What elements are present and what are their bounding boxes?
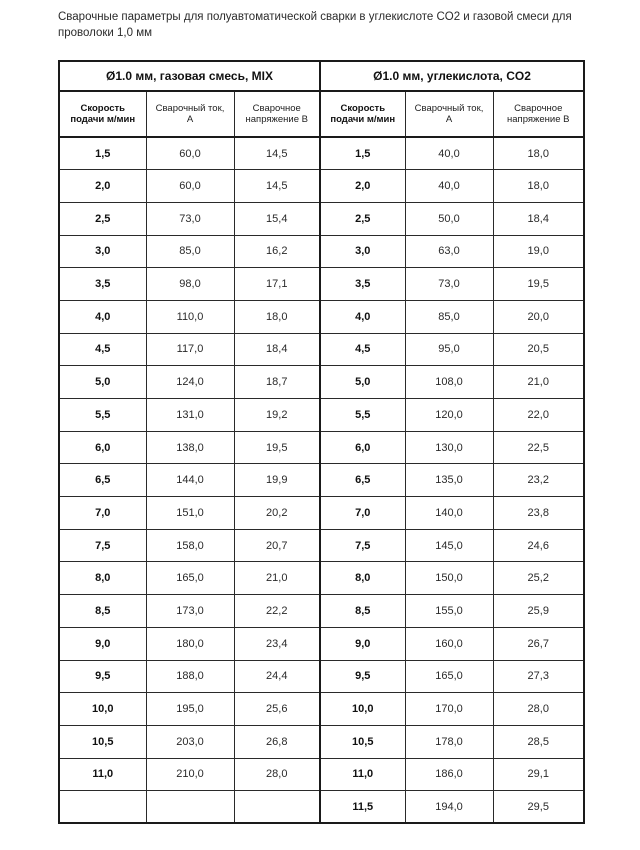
cell-current: 155,0 <box>405 595 493 628</box>
cell-speed: 11,5 <box>320 791 405 824</box>
cell-voltage: 18,0 <box>493 170 584 203</box>
table-row <box>59 693 584 726</box>
cell-voltage: 28,5 <box>493 725 584 758</box>
cell-current: 151,0 <box>146 497 234 530</box>
group-header-co2: Ø1.0 мм, углекислота, CO2 <box>320 61 584 91</box>
cell-voltage: 25,9 <box>493 595 584 628</box>
cell-current: 98,0 <box>146 268 234 301</box>
cell-current <box>146 791 234 824</box>
cell-voltage: 26,7 <box>493 627 584 660</box>
cell-current: 188,0 <box>146 660 234 693</box>
cell-current: 145,0 <box>405 529 493 562</box>
cell-speed: 11,0 <box>320 758 405 791</box>
cell-current: 50,0 <box>405 202 493 235</box>
cell-speed: 9,0 <box>59 627 146 660</box>
table-row <box>59 464 584 497</box>
cell-speed: 4,0 <box>320 300 405 333</box>
cell-speed: 8,0 <box>59 562 146 595</box>
column-header-voltage-co2: Сварочное напряжение В <box>493 91 584 137</box>
cell-current: 194,0 <box>405 791 493 824</box>
table-row <box>59 431 584 464</box>
cell-speed: 8,5 <box>320 595 405 628</box>
cell-voltage: 18,0 <box>234 300 320 333</box>
table-row <box>59 300 584 333</box>
cell-voltage: 15,4 <box>234 202 320 235</box>
cell-current: 63,0 <box>405 235 493 268</box>
cell-voltage: 19,0 <box>493 235 584 268</box>
cell-current: 210,0 <box>146 758 234 791</box>
cell-current: 180,0 <box>146 627 234 660</box>
cell-voltage: 29,5 <box>493 791 584 824</box>
cell-voltage: 14,5 <box>234 170 320 203</box>
cell-current: 120,0 <box>405 399 493 432</box>
cell-speed: 1,5 <box>320 137 405 170</box>
table-row <box>59 333 584 366</box>
cell-current: 95,0 <box>405 333 493 366</box>
cell-voltage: 22,2 <box>234 595 320 628</box>
cell-speed: 2,5 <box>320 202 405 235</box>
cell-current: 170,0 <box>405 693 493 726</box>
column-header-current-mix: Сварочный ток, А <box>146 91 234 137</box>
table-row <box>59 268 584 301</box>
column-header-row <box>59 91 584 137</box>
cell-voltage: 20,0 <box>493 300 584 333</box>
cell-speed: 2,0 <box>59 170 146 203</box>
cell-speed: 1,5 <box>59 137 146 170</box>
cell-speed: 4,0 <box>59 300 146 333</box>
cell-current: 40,0 <box>405 137 493 170</box>
page-title: Сварочные параметры для полуавтоматической сварки в углекислоте CO2 и газовой смеси для проволоки 1,0 мм <box>58 11 572 40</box>
cell-current: 165,0 <box>405 660 493 693</box>
cell-speed: 11,0 <box>59 758 146 791</box>
cell-current: 144,0 <box>146 464 234 497</box>
cell-speed: 6,0 <box>320 431 405 464</box>
cell-speed: 3,0 <box>320 235 405 268</box>
cell-speed: 9,0 <box>320 627 405 660</box>
cell-voltage: 28,0 <box>493 693 584 726</box>
cell-current: 178,0 <box>405 725 493 758</box>
cell-speed: 10,0 <box>59 693 146 726</box>
cell-current: 73,0 <box>405 268 493 301</box>
cell-current: 135,0 <box>405 464 493 497</box>
cell-current: 108,0 <box>405 366 493 399</box>
cell-voltage: 24,4 <box>234 660 320 693</box>
cell-voltage: 25,2 <box>493 562 584 595</box>
cell-voltage: 26,8 <box>234 725 320 758</box>
column-header-speed-co2: Скорость подачи м/мин <box>320 91 405 137</box>
cell-current: 203,0 <box>146 725 234 758</box>
cell-speed: 2,5 <box>59 202 146 235</box>
cell-speed: 6,5 <box>59 464 146 497</box>
cell-speed: 10,5 <box>320 725 405 758</box>
cell-speed: 4,5 <box>320 333 405 366</box>
cell-current: 110,0 <box>146 300 234 333</box>
table-row <box>59 660 584 693</box>
cell-speed: 8,5 <box>59 595 146 628</box>
cell-voltage: 17,1 <box>234 268 320 301</box>
cell-current: 85,0 <box>146 235 234 268</box>
column-header-speed-mix: Скорость подачи м/мин <box>59 91 146 137</box>
cell-voltage: 14,5 <box>234 137 320 170</box>
cell-current: 40,0 <box>405 170 493 203</box>
cell-voltage: 25,6 <box>234 693 320 726</box>
cell-voltage: 18,7 <box>234 366 320 399</box>
cell-voltage: 21,0 <box>493 366 584 399</box>
table-header <box>59 61 584 137</box>
cell-current: 173,0 <box>146 595 234 628</box>
cell-current: 117,0 <box>146 333 234 366</box>
cell-speed: 2,0 <box>320 170 405 203</box>
cell-current: 85,0 <box>405 300 493 333</box>
group-header-row <box>59 61 584 91</box>
cell-speed: 5,0 <box>59 366 146 399</box>
cell-speed: 7,0 <box>320 497 405 530</box>
group-header-mix: Ø1.0 мм, газовая смесь, MIX <box>59 61 320 91</box>
table-row <box>59 137 584 170</box>
cell-voltage: 18,0 <box>493 137 584 170</box>
cell-speed: 9,5 <box>59 660 146 693</box>
cell-voltage: 22,0 <box>493 399 584 432</box>
cell-current: 130,0 <box>405 431 493 464</box>
cell-current: 186,0 <box>405 758 493 791</box>
cell-voltage: 24,6 <box>493 529 584 562</box>
table-row <box>59 627 584 660</box>
table-row <box>59 725 584 758</box>
cell-voltage: 27,3 <box>493 660 584 693</box>
cell-voltage: 19,5 <box>493 268 584 301</box>
column-header-current-co2: Сварочный ток, А <box>405 91 493 137</box>
table-row <box>59 202 584 235</box>
cell-current: 131,0 <box>146 399 234 432</box>
table-body <box>59 137 584 823</box>
column-header-voltage-mix: Сварочное напряжение В <box>234 91 320 137</box>
cell-speed: 5,0 <box>320 366 405 399</box>
cell-voltage: 16,2 <box>234 235 320 268</box>
cell-voltage: 21,0 <box>234 562 320 595</box>
cell-current: 150,0 <box>405 562 493 595</box>
cell-voltage <box>234 791 320 824</box>
cell-current: 124,0 <box>146 366 234 399</box>
cell-voltage: 29,1 <box>493 758 584 791</box>
cell-voltage: 19,9 <box>234 464 320 497</box>
cell-voltage: 28,0 <box>234 758 320 791</box>
table-row <box>59 791 584 824</box>
cell-voltage: 18,4 <box>493 202 584 235</box>
cell-current: 160,0 <box>405 627 493 660</box>
table-row <box>59 170 584 203</box>
cell-voltage: 23,8 <box>493 497 584 530</box>
cell-voltage: 20,2 <box>234 497 320 530</box>
cell-voltage: 23,2 <box>493 464 584 497</box>
cell-speed: 6,5 <box>320 464 405 497</box>
table-row <box>59 758 584 791</box>
table-row <box>59 562 584 595</box>
cell-speed: 3,5 <box>59 268 146 301</box>
table-row <box>59 529 584 562</box>
cell-current: 138,0 <box>146 431 234 464</box>
cell-speed: 3,5 <box>320 268 405 301</box>
cell-voltage: 23,4 <box>234 627 320 660</box>
cell-voltage: 18,4 <box>234 333 320 366</box>
cell-current: 140,0 <box>405 497 493 530</box>
cell-speed: 3,0 <box>59 235 146 268</box>
cell-current: 158,0 <box>146 529 234 562</box>
cell-voltage: 20,7 <box>234 529 320 562</box>
cell-speed: 7,0 <box>59 497 146 530</box>
cell-voltage: 20,5 <box>493 333 584 366</box>
cell-voltage: 19,2 <box>234 399 320 432</box>
cell-current: 165,0 <box>146 562 234 595</box>
table-row <box>59 366 584 399</box>
cell-speed: 9,5 <box>320 660 405 693</box>
cell-speed: 6,0 <box>59 431 146 464</box>
cell-speed: 7,5 <box>59 529 146 562</box>
cell-speed: 10,0 <box>320 693 405 726</box>
welding-parameters-table <box>58 60 585 824</box>
cell-speed: 7,5 <box>320 529 405 562</box>
cell-current: 73,0 <box>146 202 234 235</box>
cell-speed: 5,5 <box>59 399 146 432</box>
cell-speed <box>59 791 146 824</box>
cell-speed: 8,0 <box>320 562 405 595</box>
cell-speed: 10,5 <box>59 725 146 758</box>
cell-speed: 4,5 <box>59 333 146 366</box>
table-row <box>59 235 584 268</box>
cell-current: 60,0 <box>146 170 234 203</box>
cell-current: 195,0 <box>146 693 234 726</box>
table-row <box>59 497 584 530</box>
table-row <box>59 595 584 628</box>
cell-voltage: 19,5 <box>234 431 320 464</box>
cell-speed: 5,5 <box>320 399 405 432</box>
cell-current: 60,0 <box>146 137 234 170</box>
table-row <box>59 399 584 432</box>
cell-voltage: 22,5 <box>493 431 584 464</box>
